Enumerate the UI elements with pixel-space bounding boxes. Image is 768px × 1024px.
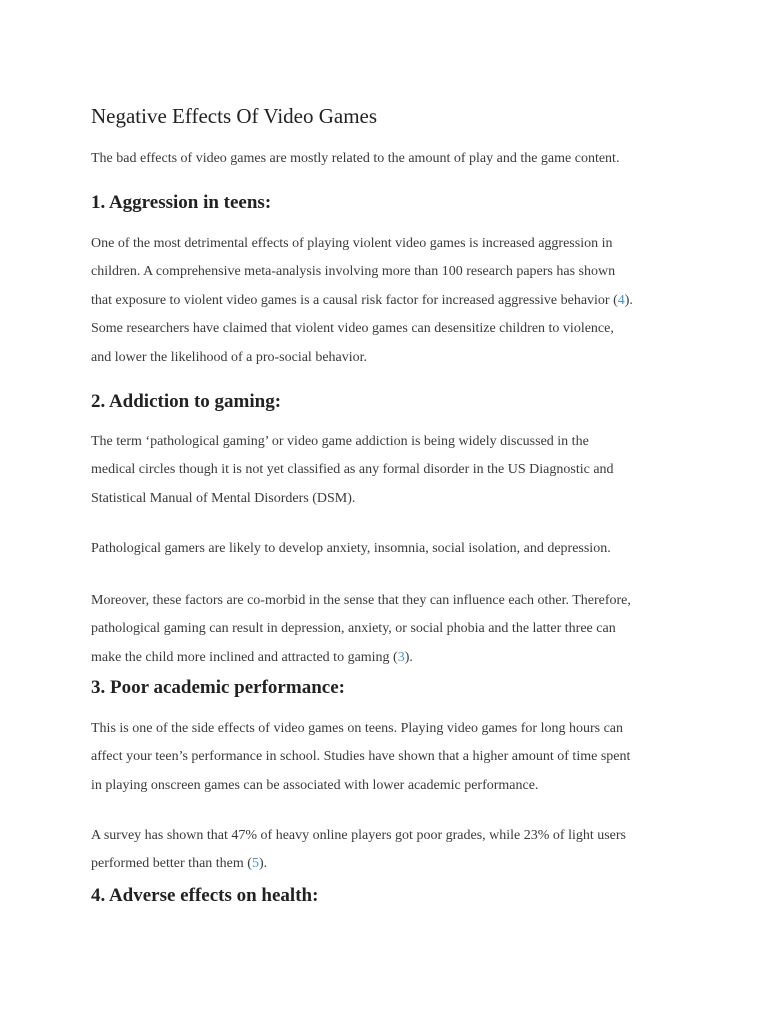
line-text: performed better than them (	[91, 856, 252, 872]
paragraph-line: and lower the likelihood of a pro-social behavior.	[91, 349, 368, 365]
paragraph-line: The term ‘pathological gaming’ or video game addiction is being widely discussed in the	[91, 434, 589, 449]
addiction-paragraph-3	[91, 587, 681, 672]
paragraph-line: pathological gaming can result in depression, anxiety, or social phobia and the latter three can	[91, 621, 616, 637]
paragraph-line	[91, 850, 681, 878]
paragraph-line: A survey has shown that 47% of heavy online players got poor grades, while 23% of light users	[91, 828, 627, 843]
addiction-paragraph-1	[91, 428, 681, 513]
section-heading-aggression: 1. Aggression in teens:	[91, 192, 272, 213]
intro-paragraph: The bad effects of video games are mostly related to the amount of play and the game content.	[91, 151, 620, 166]
paragraph-line	[91, 287, 681, 315]
paragraph-line: Pathological gamers are likely to develop anxiety, insomnia, social isolation, and depression.	[91, 541, 611, 556]
paragraph-line: Statistical Manual of Mental Disorders (DSM).	[91, 490, 356, 506]
paragraph-line: Moreover, these factors are co-morbid in the sense that they can influence each other. Therefore,	[91, 593, 631, 608]
reference-link-3[interactable]: 3	[397, 649, 405, 665]
ref-suffix: ).	[258, 856, 268, 872]
academic-paragraph-2	[91, 822, 681, 879]
aggression-paragraph	[91, 230, 681, 372]
section-heading-addiction: 2. Addiction to gaming:	[91, 391, 282, 412]
paragraph-line: in playing onscreen games can be associated with lower academic performance.	[91, 777, 539, 793]
line-text: that exposure to violent video games is a causal risk factor for increased aggressive behavior (	[91, 292, 618, 308]
reference-link-4[interactable]: 4	[617, 292, 625, 308]
paragraph-line: affect your teen’s performance in school. Studies have shown that a higher amount of time spent	[91, 749, 631, 765]
section-heading-health: 4. Adverse effects on health:	[91, 885, 319, 906]
section-heading-academic: 3. Poor academic performance:	[91, 677, 345, 698]
paragraph-line: One of the most detrimental effects of playing violent video games is increased aggression in	[91, 236, 613, 251]
line-text: make the child more inclined and attracted to gaming (	[91, 649, 398, 665]
article-title: Negative Effects Of Video Games	[91, 104, 378, 128]
paragraph-line: medical circles though it is not yet classified as any formal disorder in the US Diagnostic and	[91, 462, 614, 478]
addiction-paragraph-2	[91, 535, 681, 563]
reference-link-5[interactable]: 5	[251, 856, 259, 872]
academic-paragraph-1	[91, 715, 681, 800]
paragraph-line: This is one of the side effects of video games on teens. Playing video games for long hours can	[91, 721, 624, 736]
paragraph-line: children. A comprehensive meta-analysis involving more than 100 research papers has shown	[91, 264, 616, 280]
ref-suffix: ).	[624, 292, 633, 308]
ref-suffix: ).	[404, 649, 413, 665]
paragraph-line	[91, 644, 681, 672]
paragraph-line: Some researchers have claimed that violent video games can desensitize children to violence,	[91, 321, 614, 337]
